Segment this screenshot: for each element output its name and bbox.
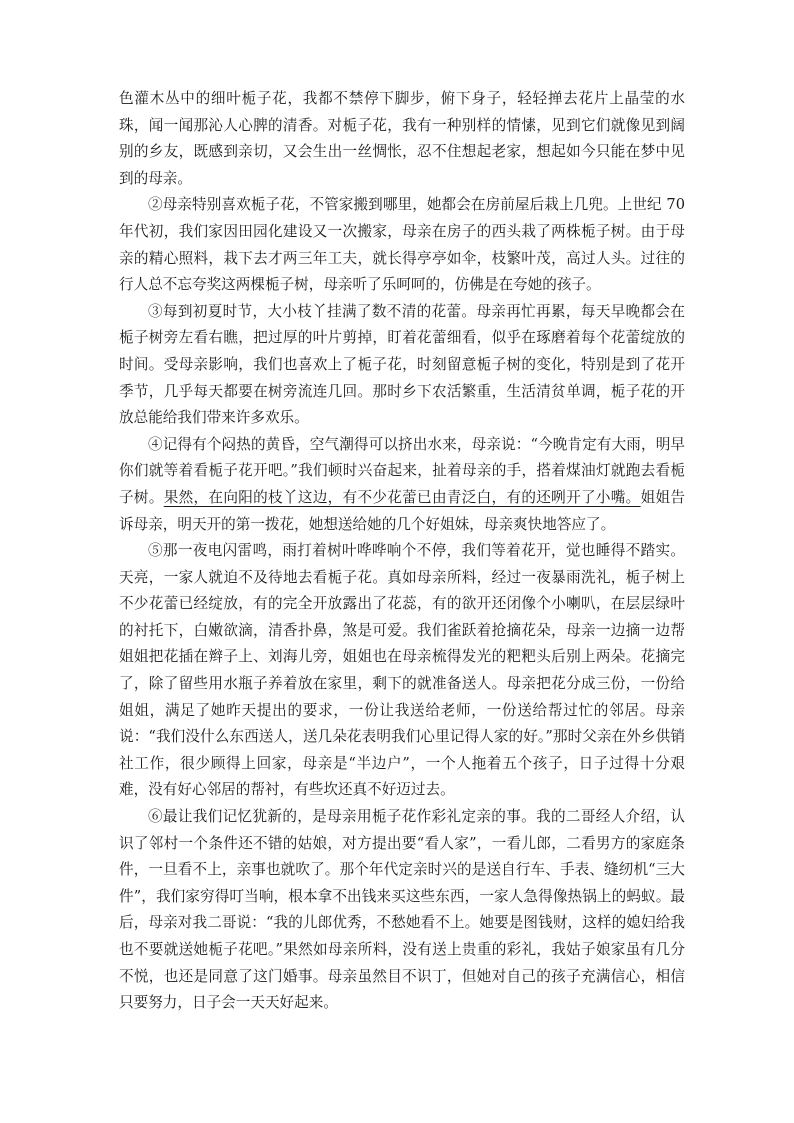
paragraph-4-text-after: 姐姐告诉母亲，明天开的第一拨花，她想送给她的几个好姐妹，母亲爽快地答应了。	[119, 488, 685, 533]
paragraph-4-text-before: ④记得有个闷热的黄昏，空气潮得可以挤出水来，母亲说：“今晚肯定有大雨，明早你们就等着看栀子花开吧。”我们顿时兴奋起来，扯着母亲的手，搭着煤油灯就跑去看栀子树。	[119, 435, 685, 506]
paragraph-2: ②母亲特别喜欢栀子花，不管家搬到哪里，她都会在房前屋后栽上几兜。上世纪 70 年代初，我们家因田园化建设又一次搬家，母亲在房子的西头栽了两株栀子树。由于母亲的精心照料，栽下去才两三年工夫，就长得亭亭如伞，枝繁叶茂，高过人头。过往的行人总不忘夸奖这两棵栀子树，母亲听了乐呵呵的，仿佛是在夸她的孩子。	[119, 196, 685, 294]
underlined-sentence: 果然，在向阳的枝丫这边，有不少花蕾已由青泛白，有的还咧开了小嘴。	[163, 488, 641, 506]
paragraph-5: ⑤那一夜电闪雷鸣，雨打着树叶哗哗响个不停，我们等着花开，觉也睡得不踏实。天亮，一家人就迫不及待地去看栀子花。真如母亲所料，经过一夜暴雨洗礼，栀子树上不少花蕾已经绽放，有的完全开放露出了花蕊，有的欲开还闭像个小喇叭，在层层绿叶的衬托下，白嫩欲滴，清香扑鼻，煞是可爱。我们雀跃着抢摘花朵，母亲一边摘一边帮姐姐把花插在辫子上、刘海儿旁，姐姐也在母亲梳得发光的粑粑头后别上两朵。花摘完了，除了留些用水瓶子养着放在家里，剩下的就准备送人。母亲把花分成三份，一份给姐姐，满足了她昨天提出的要求，一份让我送给老师，一份送给帮过忙的邻居。母亲说：“我们没什么东西送人，送几朵花表明我们心里记得人家的好。”那时父亲在外乡供销社工作，很少顾得上回家，母亲是“半边户”，一个人拖着五个孩子，日子过得十分艰难，没有好心邻居的帮衬，有些坎还真不好迈过去。	[119, 542, 685, 799]
paragraph-6: ⑥最让我们记忆犹新的，是母亲用栀子花作彩礼定亲的事。我的二哥经人介绍，认识了邻村一个条件还不错的姑娘，对方提出要“看人家”，一看儿郎，二看男方的家庭条件，一旦看不上，亲事也就吹了。那个年代定亲时兴的是送自行车、手表、缝纫机“三大件”，我们家穷得叮当响，根本拿不出钱来买这些东西，一家人急得像热锅上的蚂蚁。最后，母亲对我二哥说：“我的儿郎优秀，不愁她看不上。她要是图钱财，这样的媳妇给我也不要就送她栀子花吧。”果然如母亲所料，没有送上贵重的彩礼，我姑子娘家虽有几分不悦，也还是同意了这门婚事。母亲虽然目不识丁，但她对自己的孩子充满信心，相信只要努力，日子会一天天好起来。	[119, 808, 685, 1012]
document-body	[119, 86, 685, 1017]
paragraph-continuation: 色灌木丛中的细叶栀子花，我都不禁停下脚步，俯下身子，轻轻掸去花片上晶莹的水珠，闻一闻那沁人心脾的清香。对栀子花，我有一种别样的情愫，见到它们就像见到阔别的乡友，既感到亲切，又会生出一丝惆怅，忍不住想起老家，想起如今只能在梦中见到的母亲。	[119, 90, 685, 187]
paragraph-3: ③每到初夏时节，大小枝丫挂满了数不清的花蕾。母亲再忙再累，每天早晚都会在栀子树旁左看右瞧，把过厚的叶片剪掉，盯着花蕾细看，似乎在琢磨着每个花蕾绽放的时间。受母亲影响，我们也喜欢上了栀子花，时刻留意栀子树的变化，特别是到了花开季节，几乎每天都要在树旁流连几回。那时乡下农活繁重，生活清贫单调，栀子花的开放总能给我们带来许多欢乐。	[119, 302, 685, 427]
paragraph-4	[119, 432, 685, 538]
